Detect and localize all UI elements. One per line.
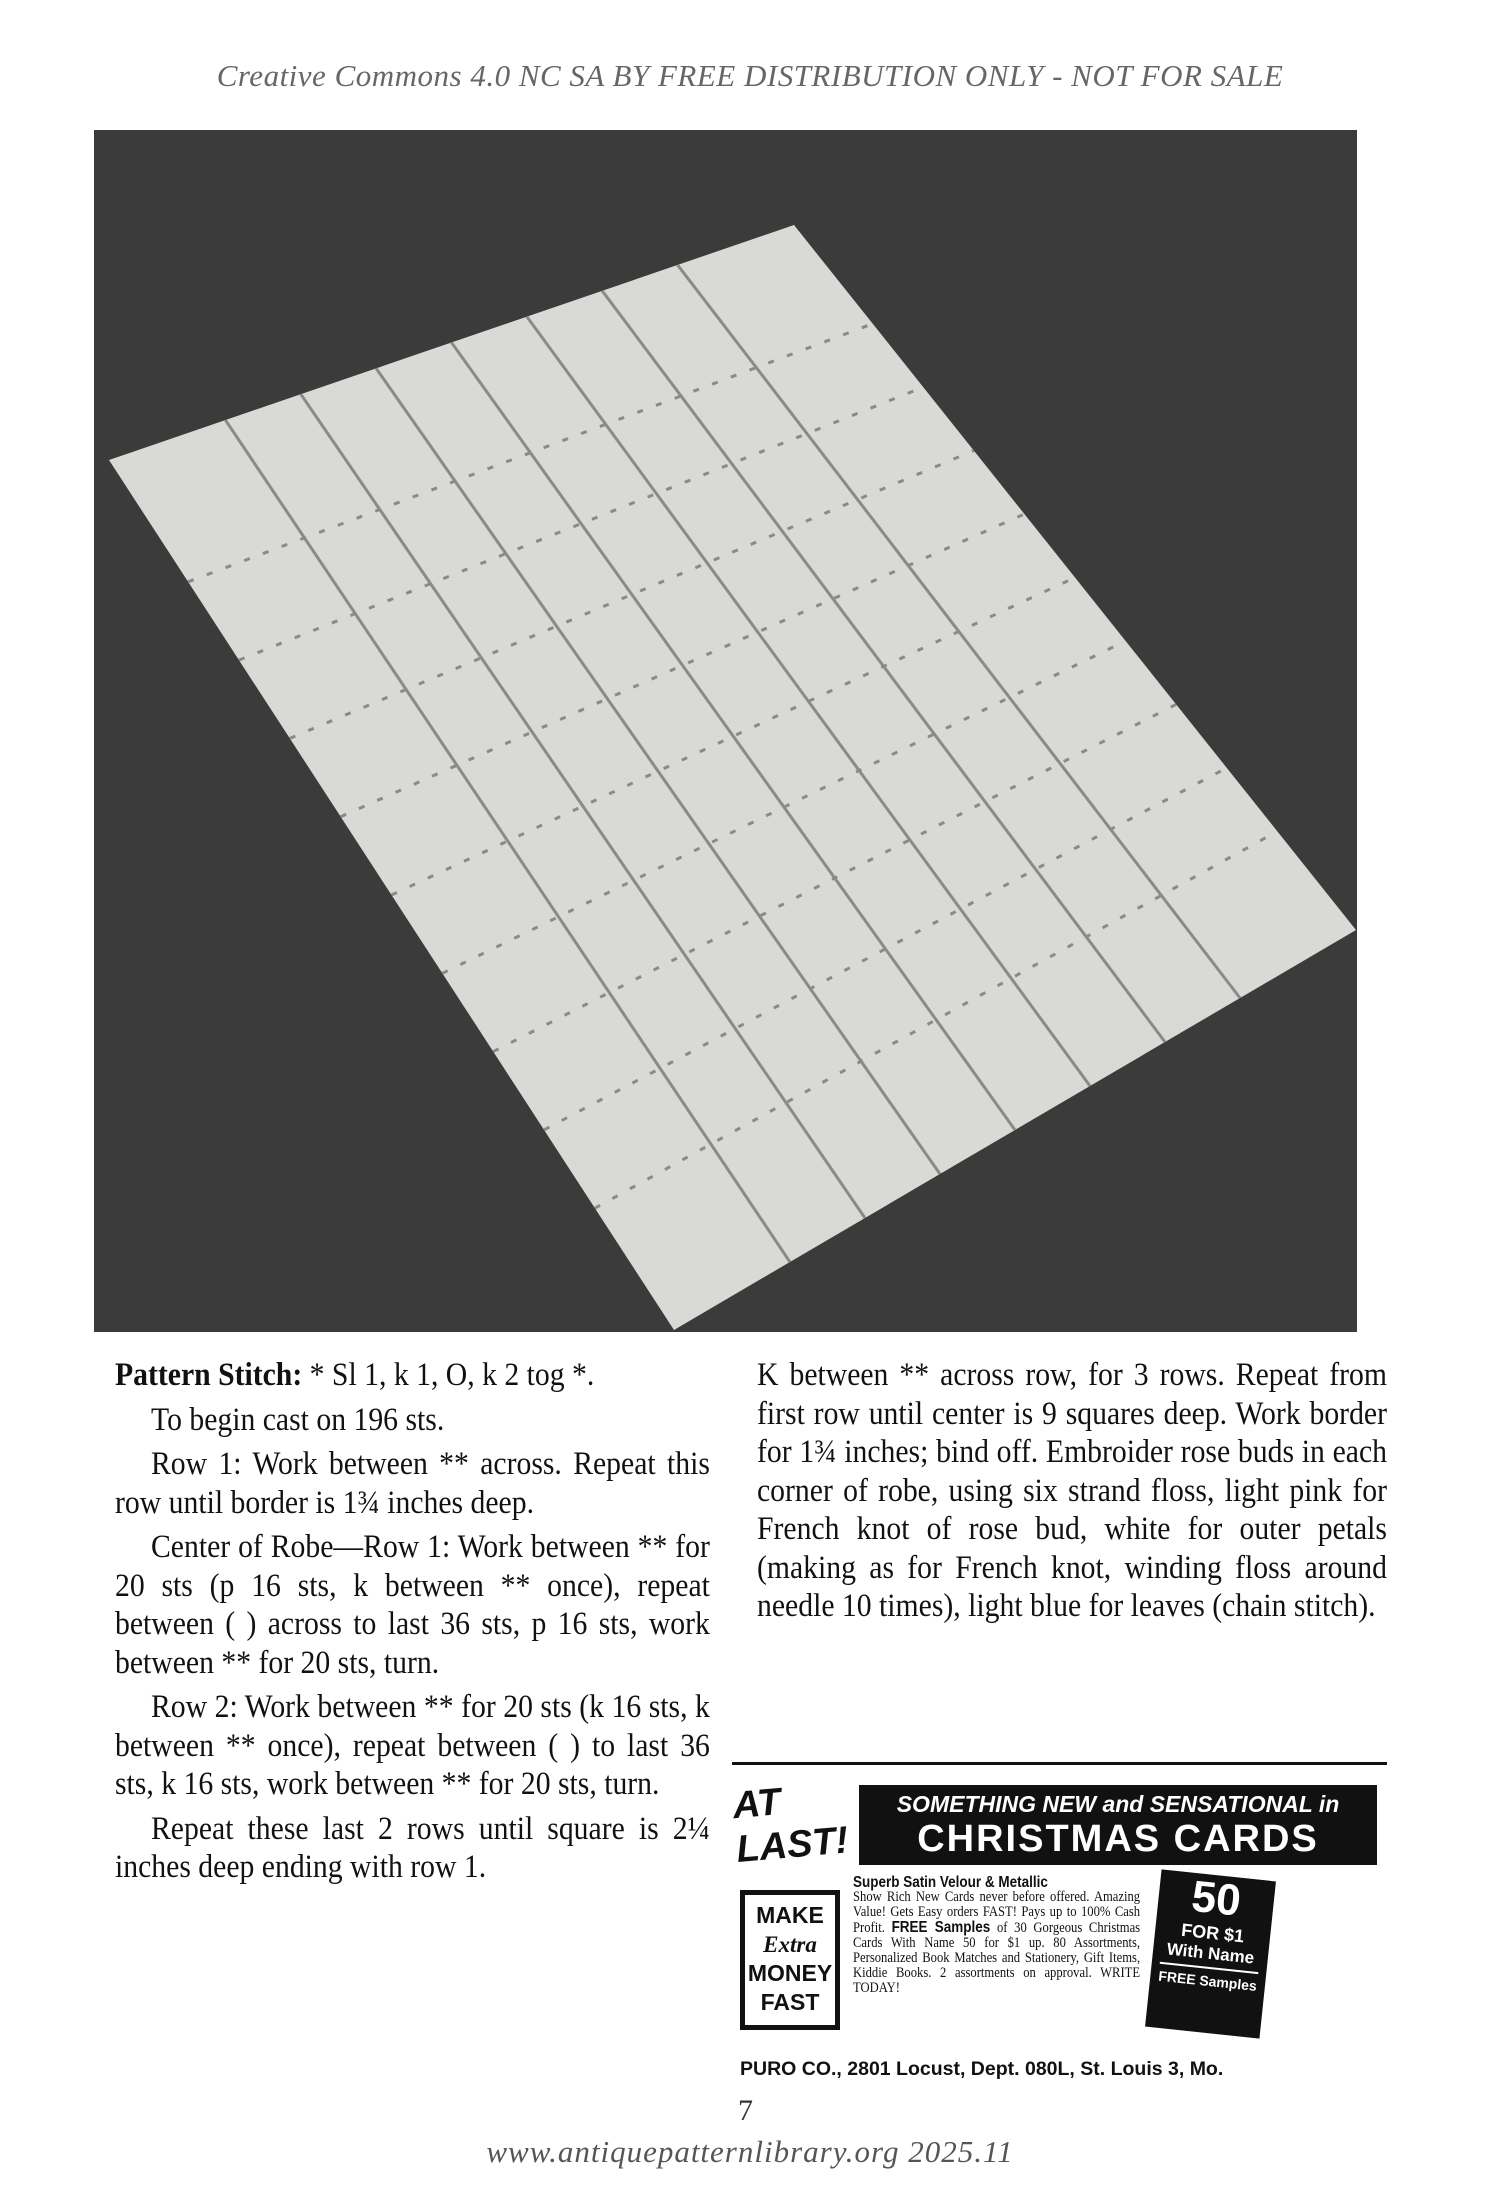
license-notice: Creative Commons 4.0 NC SA BY FREE DISTRIBUTION ONLY - NOT FOR SALE [216,58,1284,93]
make-text: MAKE [756,1902,824,1928]
at-text: AT [730,1781,783,1828]
price-number: 50 [1189,1871,1244,1926]
pattern-stitch-label: Pattern Stitch: [115,1357,303,1393]
at-last-headline [731,1774,857,1884]
ad-banner [859,1785,1377,1865]
ad-body-text: Show Rich New Cards never before offered. Amazing Value! Gets Easy orders FAST! Pays up to 100% Cash Profit. [853,1889,1141,1936]
instruction-paragraph: K between ** across row, for 3 rows. Repeat from first row until center is 9 squares deep. Work border for 1¾ inches; bind off. Embroider rose buds in each corner of robe, using six strand floss, light pink for French knot of rose bud, white for outer petals (making as for French knot, winding floss around needle 10 times), light blue for leaves (chain stitch). [757,1357,1387,1624]
instructions-right-column [757,1356,1387,1632]
robe-shape [109,225,1356,1330]
instructions-left-column [115,1356,710,1893]
page-number: 7 [738,2094,753,2127]
price-box [1145,1869,1276,2038]
instruction-paragraph: To begin cast on 196 sts. [151,1401,445,1438]
money-text: MONEY [747,1960,833,1986]
price-for: FOR $1 [1180,1919,1246,1947]
ad-body-text: of 30 Gorgeous Christmas Cards With Name 50 for $1 up. 80 Assortments, Personalized Book Matches and Stationery, Gift Items, Kiddie Books. 2 assortments on approval. WRITE TODAY! [853,1920,1141,1996]
divider [732,1762,1387,1765]
ad-body [853,1875,1140,1996]
fast-text: FAST [760,1989,820,2015]
footer-site: www.antiquepatternlibrary.org 2025.11 [486,2134,1014,2169]
pattern-stitch-text: * Sl 1, k 1, O, k 2 tog *. [302,1357,595,1393]
ad-free-samples: FREE Samples [891,1919,991,1936]
last-text: LAST! [734,1819,850,1872]
robe-illustration [94,130,1357,1332]
make-money-box [740,1890,840,2030]
instruction-paragraph: Center of Robe—Row 1: Work between ** for 20 sts (p 16 sts, k between ** once), repeat between ( ) across to last 36 sts, p 16 sts, work between ** for 20 sts, turn. [115,1529,710,1681]
banner-line-2: CHRISTMAS CARDS [917,1818,1319,1860]
knitted-robe-photo [94,130,1357,1332]
christmas-cards-advertisement [730,1775,1385,2085]
ad-address: PURO CO., 2801 Locust, Dept. 080L, St. Louis 3, Mo. [740,2058,1224,2080]
instruction-paragraph: Row 2: Work between ** for 20 sts (k 16 sts, k between ** once), repeat between ( ) to last 36 sts, k 16 sts, work between ** for 20 sts, turn. [115,1689,710,1802]
ad-body-heading: Superb Satin Velour & Metallic [853,1874,1048,1891]
price-with-name: With Name [1160,1939,1261,1974]
banner-line-1: SOMETHING NEW and SENSATIONAL in [896,1791,1340,1817]
instruction-paragraph: Repeat these last 2 rows until square is 2¼ inches deep ending with row 1. [115,1810,710,1885]
pattern-stitch-paragraph [115,1356,710,1395]
instruction-paragraph: Row 1: Work between ** across. Repeat this row until border is 1¾ inches deep. [115,1446,710,1521]
extra-text: Extra [763,1932,817,1957]
price-free-samples: FREE Samples [1157,1967,1258,1994]
